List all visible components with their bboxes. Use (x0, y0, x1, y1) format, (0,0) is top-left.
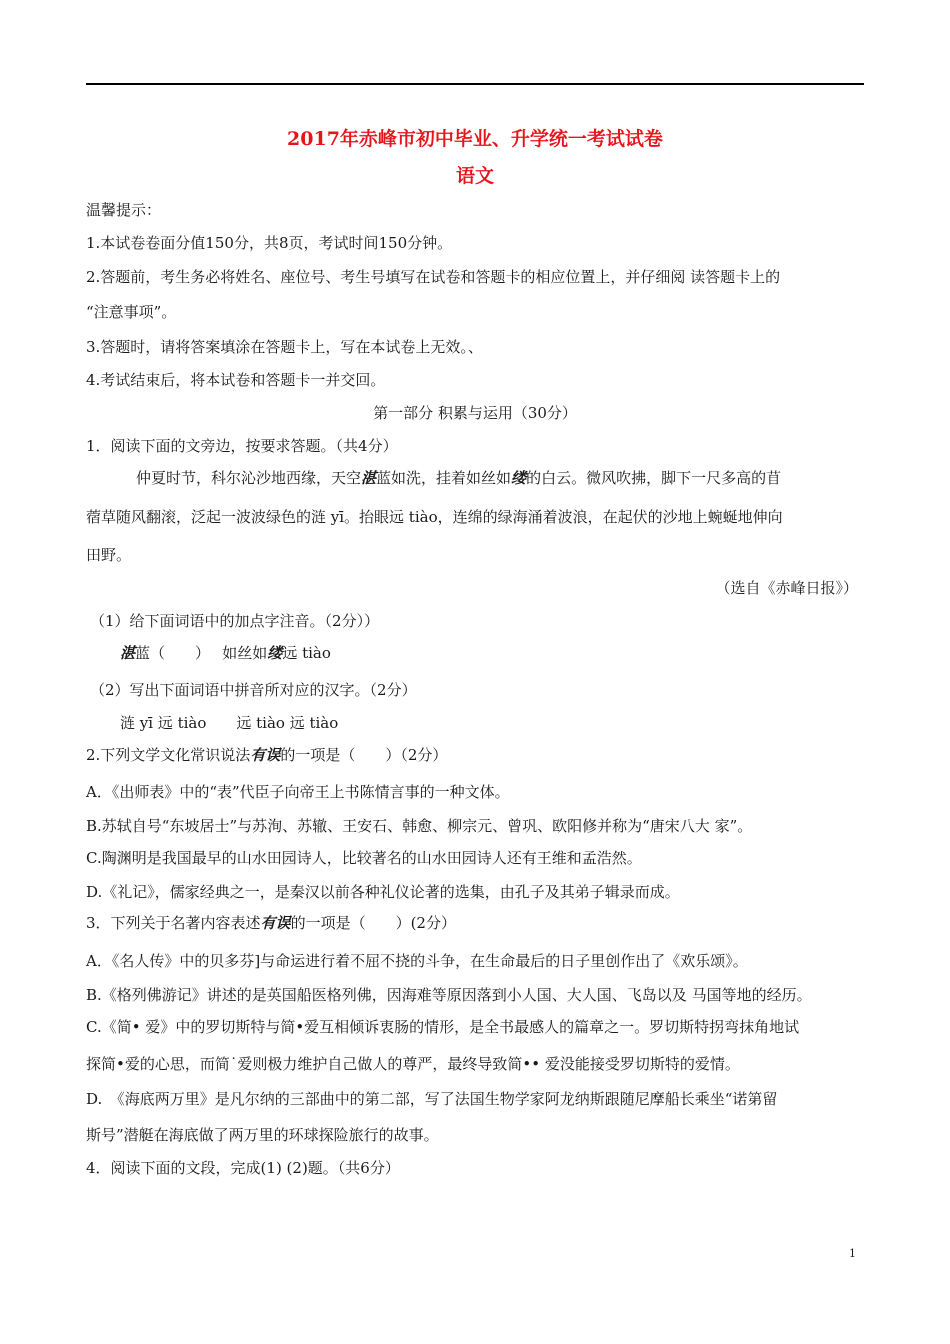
q1-sub1-stem: （1）给下面词语中的加点字注音。（2分）） (90, 612, 380, 630)
q2-stem: 2.下列文学文化常识说法有误的一项是（ ）（2分） (86, 746, 448, 764)
exam-title: 2017年赤峰市初中毕业、升学统一考试试卷 (287, 128, 663, 150)
q1-sub2-answer: 涟 yī 远 tiào 远 tiào 远 tiào (120, 714, 339, 732)
q3-option-b: B.《格列佛游记》讲述的是英国船医格列佛，因海难等原因落到小人国、大人国、飞岛以及 马国等地的经历。 (86, 986, 812, 1004)
q3-option-c-cont: 探简•爱的心思，而简˙爱则极力维护自己做人的尊严，最终导致简•• 爱没能接受罗切斯特的爱情。 (86, 1055, 740, 1073)
q3-option-a: A．《名人传》中的贝多芬]与命运进行着不屈不挠的斗争，在生命最后的日子里创作出了《欢乐颂》。 (86, 952, 748, 970)
exam-subject: 语文 (455, 165, 494, 187)
q1-sub1-answer: 湛蓝（ ） 如丝如缕远 tiào (120, 644, 331, 662)
section-title: 第一部分 积累与运用（30分） (373, 404, 577, 422)
q1-passage-line-3: 田野。 (86, 546, 132, 564)
q1-passage-line-2: 蓿草随风翻滚，泛起一波波绿色的涟 yī。抬眼远 tiào，连绵的绿海涌着波浪，在起伏的沙地上蜿蜒地伸向 (86, 508, 783, 526)
q2-option-d: D.《礼记》，儒家经典之一，是秦汉以前各种礼仪论著的选集，由孔子及其弟子辑录而成。 (86, 883, 680, 901)
q2-option-a: A．《出师表》中的“表”代臣子向帝王上书陈情言事的一种文体。 (86, 783, 510, 801)
q4-stem: 4．阅读下面的文段，完成(1) (2)题。（共6分） (86, 1159, 400, 1177)
header-rule (86, 83, 864, 85)
note-2: 2.答题前，考生务必将姓名、座位号、考生号填写在试卷和答题卡的相应位置上，并仔细阅 读答题卡上的 (86, 268, 781, 286)
q3-option-c: C.《简• 爱》中的罗切斯特与简•爱互相倾诉衷肠的情形，是全书最感人的篇章之一。罗切斯特拐弯抹角地试 (86, 1018, 800, 1036)
q3-option-d: D. 《海底两万里》是凡尔纳的三部曲中的第二部，写了法国生物学家阿龙纳斯跟随尼摩船长乘坐“诺第留 (86, 1090, 778, 1108)
q3-option-d-cont: 斯号”潜艇在海底做了两万里的环球探险旅行的故事。 (86, 1126, 439, 1144)
q1-passage-line-1: 仲夏时节，科尔沁沙地西缘，天空湛蓝如洗，挂着如丝如缕的白云。微风吹拂，脚下一尺多高的苜 (136, 469, 782, 487)
note-3: 3.答题时，请将答案填涂在答题卡上，写在本试卷上无效。、 (86, 338, 483, 356)
notes-heading: 温馨提示： (86, 201, 162, 219)
q3-stem: 3．下列关于名著内容表述有误的一项是（ ）(2分） (86, 914, 456, 932)
q1-sub2-stem: （2）写出下面词语中拼音所对应的汉字。（2分） (90, 681, 417, 699)
q1-stem: 1．阅读下面的文旁边，按要求答题。（共4分） (86, 437, 398, 455)
note-1: 1.本试卷卷面分值150分，共8页，考试时间150分钟。 (86, 234, 453, 252)
note-4: 4.考试结束后，将本试卷和答题卡一并交回。 (86, 371, 386, 389)
q1-source: （选自《赤峰日报》） (715, 579, 858, 597)
q2-option-c: C.陶渊明是我国最早的山水田园诗人，比较著名的山水田园诗人还有王维和孟浩然。 (86, 849, 642, 867)
page-number: 1 (849, 1247, 856, 1260)
q2-option-b: B.苏轼自号“东坡居士”与苏洵、苏辙、王安石、韩愈、柳宗元、曾巩、欧阳修并称为“唐宋八大 家”。 (86, 817, 753, 835)
note-2-cont: “注意事项”。 (86, 303, 177, 321)
